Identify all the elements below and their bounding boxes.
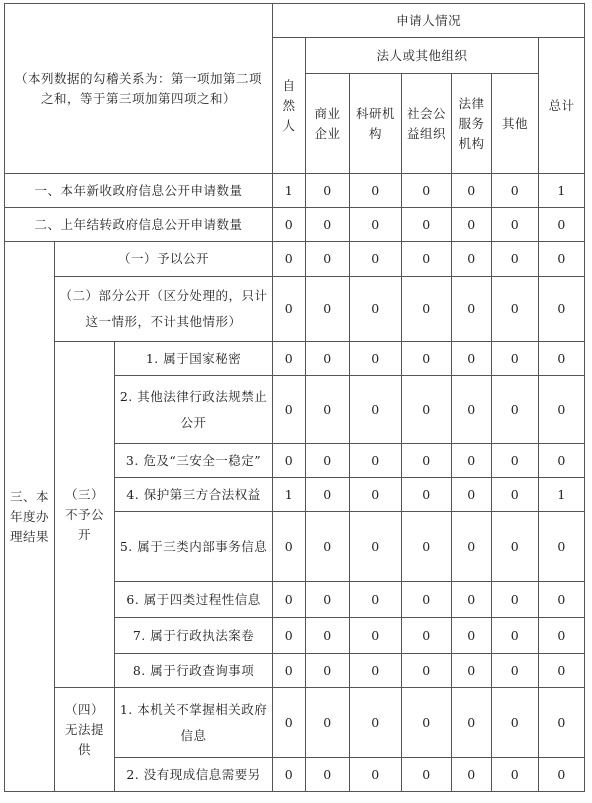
cell-value: 0 xyxy=(452,277,492,342)
cell-value: 0 xyxy=(273,342,306,376)
row-label: 4. 保护第三方合法权益 xyxy=(115,478,273,512)
legal-service-header: 法律服务机构 xyxy=(452,74,492,174)
table-row xyxy=(5,242,585,277)
row-label: 1. 属于国家秘密 xyxy=(115,342,273,376)
cell-value: 0 xyxy=(273,512,306,582)
cell-value: 0 xyxy=(306,242,350,277)
cell-value: 0 xyxy=(402,174,452,208)
cell-value: 0 xyxy=(350,444,402,478)
cell-value: 0 xyxy=(452,512,492,582)
cell-value: 0 xyxy=(402,688,452,758)
cell-value: 1 xyxy=(273,174,306,208)
cell-value: 0 xyxy=(306,208,350,242)
cell-value: 0 xyxy=(492,444,539,478)
gov-info-disclosure-table xyxy=(4,3,585,792)
cell-value: 0 xyxy=(539,618,585,654)
cell-value: 0 xyxy=(273,688,306,758)
other-header: 其他 xyxy=(492,74,539,174)
cell-value: 0 xyxy=(350,512,402,582)
legal-person-group-header: 法人或其他组织 xyxy=(306,38,539,74)
cell-value: 0 xyxy=(452,208,492,242)
cell-value: 0 xyxy=(539,512,585,582)
cell-value: 0 xyxy=(452,582,492,618)
cell-value: 0 xyxy=(306,376,350,444)
cell-value: 0 xyxy=(402,758,452,792)
cell-value: 0 xyxy=(402,618,452,654)
cell-value: 1 xyxy=(539,174,585,208)
row-label: 2. 其他法律行政法规禁止公开 xyxy=(115,376,273,444)
cell-value: 0 xyxy=(273,277,306,342)
row-label: 一、本年新收政府信息公开申请数量 xyxy=(5,174,273,208)
cell-value: 0 xyxy=(492,582,539,618)
cell-value: 0 xyxy=(273,208,306,242)
cell-value: 0 xyxy=(452,688,492,758)
cell-value: 0 xyxy=(492,242,539,277)
row-label: 3. 危及“三安全一稳定” xyxy=(115,444,273,478)
table-row xyxy=(5,277,585,342)
cell-value: 0 xyxy=(402,654,452,688)
cell-value: 0 xyxy=(492,688,539,758)
cell-value: 0 xyxy=(539,277,585,342)
cell-value: 0 xyxy=(273,618,306,654)
cell-value: 0 xyxy=(539,654,585,688)
cell-value: 0 xyxy=(402,208,452,242)
cell-value: 0 xyxy=(452,618,492,654)
cell-value: 0 xyxy=(306,478,350,512)
cell-value: 0 xyxy=(539,758,585,792)
cell-value: 0 xyxy=(539,582,585,618)
row-label: 2. 没有现成信息需要另 xyxy=(115,758,273,792)
cell-value: 0 xyxy=(539,444,585,478)
relationship-note: （本列数据的勾稽关系为：第一项加第二项之和，等于第三项加第四项之和） xyxy=(5,4,273,174)
cell-value: 0 xyxy=(402,478,452,512)
row-label: （一）予以公开 xyxy=(55,242,273,277)
cell-value: 0 xyxy=(492,618,539,654)
cell-value: 0 xyxy=(539,242,585,277)
cell-value: 0 xyxy=(273,654,306,688)
cell-value: 0 xyxy=(306,618,350,654)
table-row xyxy=(5,174,585,208)
cell-value: 0 xyxy=(306,582,350,618)
section3-label: 三、本年度办理结果 xyxy=(5,242,55,792)
row-label: 1. 本机关不掌握相关政府信息 xyxy=(115,688,273,758)
cell-value: 0 xyxy=(452,174,492,208)
cannot-label: （四）无法提供 xyxy=(55,688,115,792)
cell-value: 0 xyxy=(350,174,402,208)
cell-value: 0 xyxy=(273,376,306,444)
table-row xyxy=(5,342,585,376)
commercial-header: 商业企业 xyxy=(306,74,350,174)
cell-value: 0 xyxy=(350,277,402,342)
cell-value: 0 xyxy=(273,242,306,277)
cell-value: 0 xyxy=(306,277,350,342)
cell-value: 0 xyxy=(350,242,402,277)
cell-value: 0 xyxy=(306,342,350,376)
cell-value: 0 xyxy=(350,342,402,376)
cell-value: 0 xyxy=(539,208,585,242)
cell-value: 0 xyxy=(492,512,539,582)
cell-value: 0 xyxy=(350,654,402,688)
cell-value: 0 xyxy=(402,512,452,582)
cell-value: 0 xyxy=(452,444,492,478)
cell-value: 0 xyxy=(306,654,350,688)
row-label: 5. 属于三类内部事务信息 xyxy=(115,512,273,582)
cell-value: 0 xyxy=(350,376,402,444)
table-row xyxy=(5,208,585,242)
cell-value: 0 xyxy=(402,376,452,444)
cell-value: 0 xyxy=(452,376,492,444)
cell-value: 0 xyxy=(350,208,402,242)
cell-value: 0 xyxy=(306,688,350,758)
cell-value: 0 xyxy=(452,342,492,376)
cell-value: 1 xyxy=(273,478,306,512)
natural-person-header: 自然人 xyxy=(273,38,306,174)
cell-value: 0 xyxy=(350,758,402,792)
cell-value: 0 xyxy=(492,208,539,242)
cell-value: 0 xyxy=(350,582,402,618)
refuse-label: （三）不予公开 xyxy=(55,342,115,688)
social-welfare-header: 社会公益组织 xyxy=(402,74,452,174)
cell-value: 0 xyxy=(350,688,402,758)
cell-value: 0 xyxy=(402,444,452,478)
cell-value: 0 xyxy=(539,342,585,376)
row-label: 8. 属于行政查询事项 xyxy=(115,654,273,688)
cell-value: 0 xyxy=(273,444,306,478)
cell-value: 0 xyxy=(492,342,539,376)
cell-value: 0 xyxy=(452,478,492,512)
cell-value: 0 xyxy=(402,342,452,376)
cell-value: 0 xyxy=(402,277,452,342)
cell-value: 0 xyxy=(452,654,492,688)
cell-value: 0 xyxy=(273,582,306,618)
row-label: 6. 属于四类过程性信息 xyxy=(115,582,273,618)
cell-value: 0 xyxy=(492,174,539,208)
cell-value: 0 xyxy=(306,174,350,208)
cell-value: 0 xyxy=(306,512,350,582)
cell-value: 0 xyxy=(492,478,539,512)
table-row xyxy=(5,688,585,758)
cell-value: 0 xyxy=(539,376,585,444)
cell-value: 0 xyxy=(492,376,539,444)
row-label: （二）部分公开（区分处理的，只计这一情形，不计其他情形） xyxy=(55,277,273,342)
cell-value: 0 xyxy=(492,758,539,792)
cell-value: 0 xyxy=(539,688,585,758)
total-header: 总计 xyxy=(539,38,585,174)
applicant-status-header: 申请人情况 xyxy=(273,4,585,38)
row-label: 7. 属于行政执法案卷 xyxy=(115,618,273,654)
cell-value: 0 xyxy=(492,654,539,688)
row-label: 二、上年结转政府信息公开申请数量 xyxy=(5,208,273,242)
cell-value: 0 xyxy=(402,582,452,618)
cell-value: 0 xyxy=(350,478,402,512)
cell-value: 1 xyxy=(539,478,585,512)
cell-value: 0 xyxy=(306,444,350,478)
cell-value: 0 xyxy=(492,277,539,342)
cell-value: 0 xyxy=(306,758,350,792)
cell-value: 0 xyxy=(452,758,492,792)
cell-value: 0 xyxy=(452,242,492,277)
cell-value: 0 xyxy=(402,242,452,277)
cell-value: 0 xyxy=(350,618,402,654)
cell-value: 0 xyxy=(273,758,306,792)
research-header: 科研机构 xyxy=(350,74,402,174)
